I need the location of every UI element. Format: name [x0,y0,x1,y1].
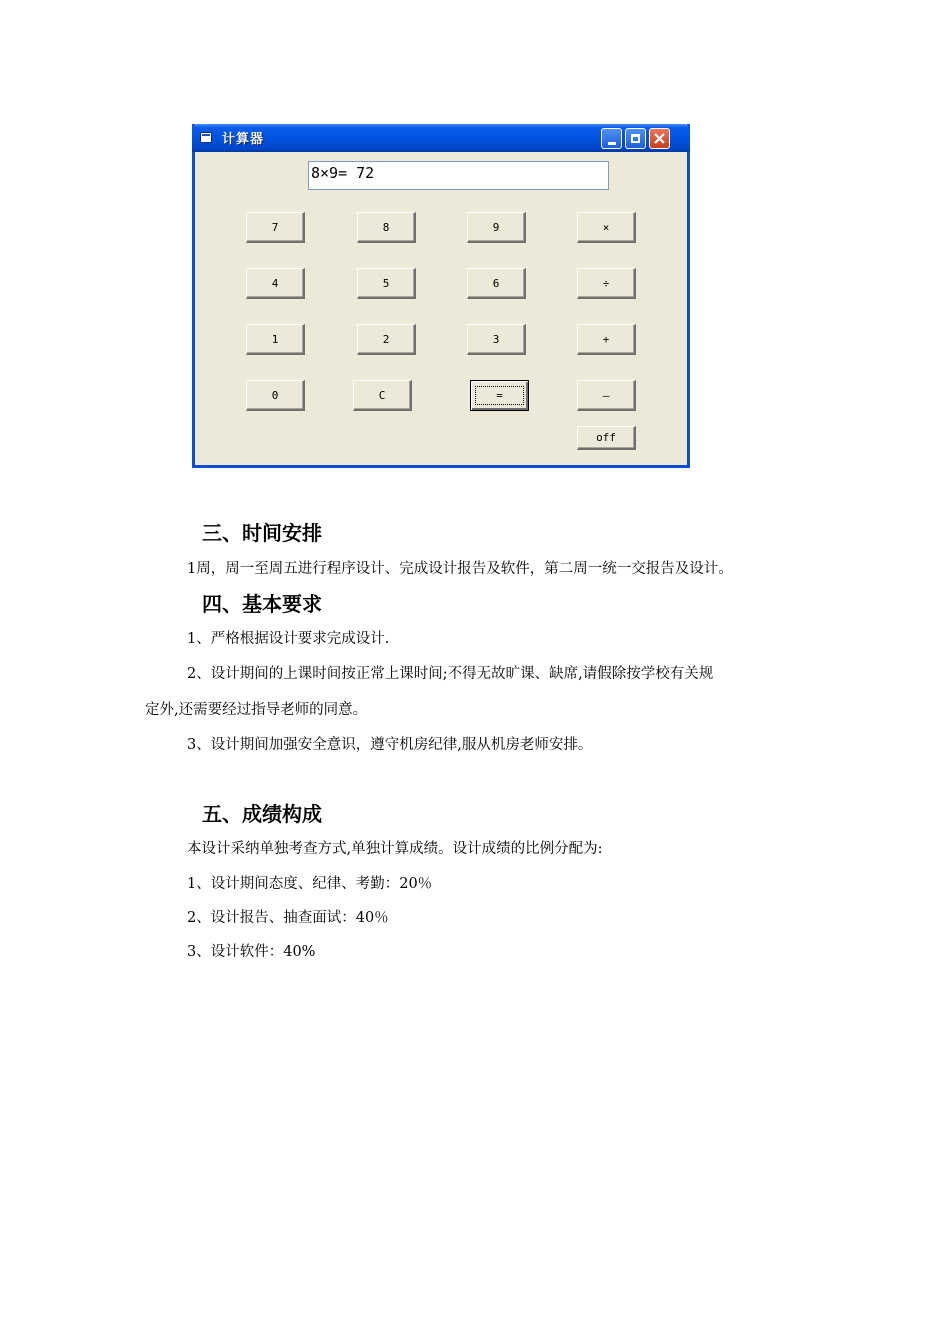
minimize-icon [608,142,616,145]
section-heading-schedule: 三、时间安排 [202,521,322,545]
equals-button[interactable] [470,380,529,411]
key-9[interactable]: 9 [467,212,526,243]
subtract-button[interactable]: — [577,380,636,411]
calculator-window [192,124,690,468]
off-button[interactable]: off [577,426,636,450]
result-display[interactable]: 8×9= 72 [308,161,609,190]
maximize-icon [631,134,640,143]
paragraph: 2、设计报告、抽查面试：40％ [187,910,389,926]
minimize-button[interactable] [601,128,622,149]
close-button[interactable] [649,128,670,149]
key-2[interactable]: 2 [357,324,416,355]
close-icon [654,133,665,144]
title-bar[interactable] [192,124,690,152]
section-heading-requirements: 四、基本要求 [202,592,322,616]
equals-label: = [475,386,524,405]
multiply-button[interactable]: × [577,212,636,243]
paragraph: 本设计采纳单独考查方式,单独计算成绩。设计成绩的比例分配为: [187,841,603,857]
key-3[interactable]: 3 [467,324,526,355]
key-6[interactable]: 6 [467,268,526,299]
key-4[interactable]: 4 [246,268,305,299]
paragraph: 1周，周一至周五进行程序设计、完成设计报告及软件，第二周一统一交报告及设计。 [187,561,733,577]
key-5[interactable]: 5 [357,268,416,299]
divide-button[interactable]: ÷ [577,268,636,299]
key-1[interactable]: 1 [246,324,305,355]
key-0[interactable]: 0 [246,380,305,411]
key-7[interactable]: 7 [246,212,305,243]
paragraph: 1、严格根据设计要求完成设计. [187,631,390,647]
clear-button[interactable]: C [353,380,412,411]
section-heading-grading: 五、成绩构成 [202,802,322,826]
add-button[interactable]: + [577,324,636,355]
app-icon [200,132,212,143]
paragraph: 1、设计期间态度、纪律、考勤：20％ [187,876,433,892]
paragraph: 3、设计软件：40% [187,944,316,960]
paragraph: 3、设计期间加强安全意识，遵守机房纪律,服从机房老师安排。 [187,737,593,753]
paragraph: 2、设计期间的上课时间按正常上课时间;不得无故旷课、缺席,请假除按学校有关规 [187,666,714,682]
paragraph: 定外,还需要经过指导老师的同意。 [145,702,368,718]
window-title: 计算器 [222,132,265,147]
maximize-button[interactable] [625,128,646,149]
key-8[interactable]: 8 [357,212,416,243]
